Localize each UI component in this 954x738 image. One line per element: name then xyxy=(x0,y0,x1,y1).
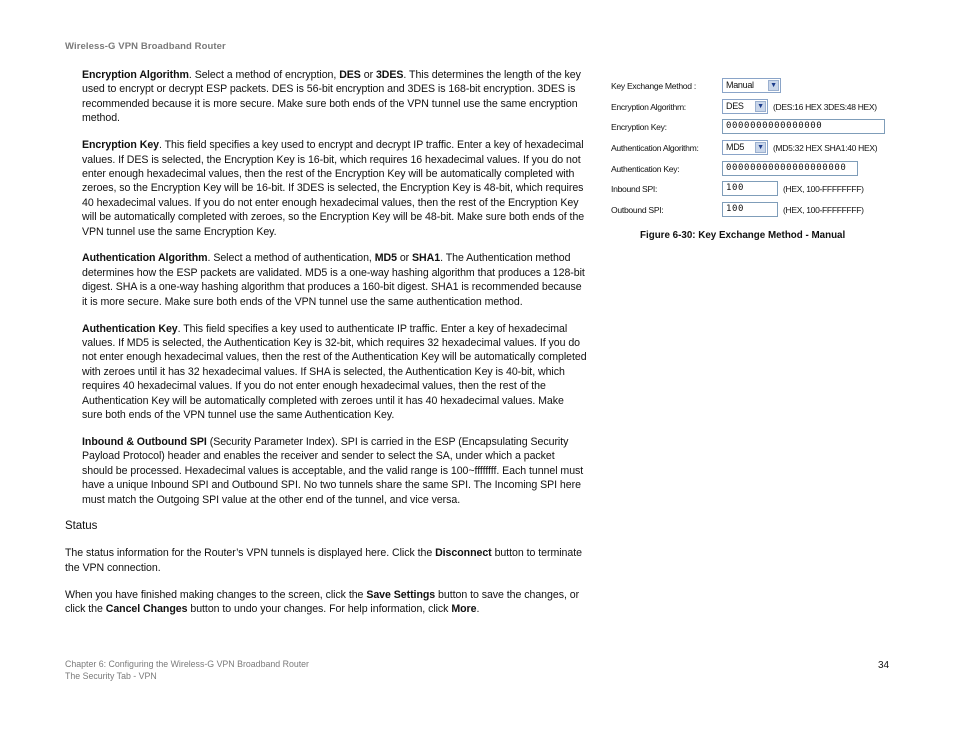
footer-chapter: Chapter 6: Configuring the Wireless-G VPN Broadband Router xyxy=(65,659,309,669)
text: . This field specifies a key used to encrypt and decrypt IP traffic. Enter a key of hexadecimal values. If DES is selected, the Encryption Key is 16-bit, which requires 16 hexadecimal values. If you do not enter enough hexadecimal values, then the rest of the Encryption Key will be automatically completed with zeroes, so the Encryption Key will be 16-bit. If 3DES is selected, the Encryption Key is 48-bit, which requires 40 hexadecimal values. If you do not enter enough hexadecimal values, then the rest of the Encryption Key will be automatically completed with zeroes, so the Encryption Key will be 48-bit. Make sure both ends of the VPN tunnel use the same Encryption Key. xyxy=(82,139,585,238)
footer-section: The Security Tab - VPN xyxy=(65,671,157,681)
label: Authentication Key: xyxy=(611,164,680,174)
bold-text: MD5 xyxy=(374,252,397,265)
term: Inbound & Outbound SPI xyxy=(82,435,207,448)
text: . Select a method of encryption, xyxy=(188,69,340,81)
select-value: DES xyxy=(726,101,744,111)
text: . This determines the length of the key used to encrypt or decrypt ESP packets. DES is 56-bit encryption and 3DES is 168-bit encryption. 3DES is recommended because it is more secure. Make sure both ends of the VPN tunnel use the same encryption method. xyxy=(82,69,581,125)
encryption-algorithm-select[interactable] xyxy=(722,99,768,114)
para-encryption-algorithm xyxy=(82,68,587,126)
term: Encryption Algorithm xyxy=(82,69,189,81)
para-encryption-key xyxy=(82,138,587,239)
bold-text: Disconnect xyxy=(435,547,492,560)
bold-text: SHA1 xyxy=(412,252,441,265)
term: Authentication Algorithm xyxy=(82,252,208,265)
hint: (HEX, 100-FFFFFFFF) xyxy=(783,184,864,194)
term: Encryption Key xyxy=(82,139,160,152)
term: Authentication Key xyxy=(82,322,178,335)
inbound-spi-input[interactable]: 100 xyxy=(722,181,778,196)
text: (Security Parameter Index). SPI is carried in the ESP (Encapsulating Security Payload Protocol) header and enables the receiver and sender to select the SA, under which a packet should be processed. Hexadecimal values is acceptable, and the valid range is 100~ffffffff. Each tunnel must have a unique Inbound SPI and Outbound SPI. No two tunnels share the same SPI. The Incoming SPI here must match the Outgoing SPI value at the other end of the tunnel, and vice versa. xyxy=(82,435,584,506)
para-spi xyxy=(82,435,587,507)
text: . Select a method of authentication, xyxy=(207,252,375,265)
text: button to undo your changes. For help information, click xyxy=(187,603,452,616)
para-status xyxy=(65,546,587,575)
text: button to save the changes, or click the xyxy=(65,588,580,616)
label: Encryption Algorithm: xyxy=(611,102,686,112)
text: . The Authentication method determines how the ESP packets are validated. MD5 is a one-way hashing algorithm that produces a 128-bit digest. SHA is a one-way hashing algorithm that produces a 160-bit digest. SHA1 is recommended because it is more secure. Make sure both ends of the VPN tunnel use the same authentication method. xyxy=(82,252,585,308)
chevron-down-icon: ▼ xyxy=(755,101,766,112)
bold-text: 3DES xyxy=(375,69,404,81)
page-number: 34 xyxy=(878,660,890,671)
label: Inbound SPI: xyxy=(611,184,658,194)
label: Outbound SPI: xyxy=(611,205,664,215)
chevron-down-icon: ▼ xyxy=(755,142,766,153)
page-footer xyxy=(65,658,309,682)
para-authentication-key xyxy=(82,322,587,423)
bold-text: DES xyxy=(339,69,361,81)
label: Encryption Key: xyxy=(611,122,667,132)
figure-caption: Figure 6-30: Key Exchange Method - Manual xyxy=(640,230,846,241)
bold-text: More xyxy=(451,603,477,616)
bold-text: Cancel Changes xyxy=(105,603,188,616)
running-header: Wireless-G VPN Broadband Router xyxy=(65,41,226,52)
label: Key Exchange Method : xyxy=(611,81,696,91)
key-exchange-select[interactable] xyxy=(722,78,781,93)
hint: (DES:16 HEX 3DES:48 HEX) xyxy=(773,102,877,112)
text: . This field specifies a key used to authenticate IP traffic. Enter a key of hexadecimal values. If MD5 is selected, the Authentication Key is 32-bit, which requires 32 hexadecimal values. If you do not enter enough hexadecimal values, then the rest of the Authentication Key will be automatically completed with zeroes until it has 32 hexadecimal values. If SHA is selected, the Authentication Key is 40-bit, which requires 40 hexadecimal values. If you do not enter enough hexadecimal values, then the rest of the Authentication Key will be automatically completed with zeroes until it has 40 hexadecimal values. Make sure both ends of the VPN tunnel use the same Authentication Key. xyxy=(82,322,587,422)
select-value: MD5 xyxy=(726,142,745,152)
body-text xyxy=(65,68,587,629)
label: Authentication Algorithm: xyxy=(611,143,699,153)
text: or xyxy=(396,252,413,265)
bold-text: Save Settings xyxy=(366,588,436,601)
status-heading: Status xyxy=(65,520,98,533)
text: button to terminate the VPN connection. xyxy=(65,547,582,574)
text: The status information for the Router’s VPN tunnels is displayed here. Click the xyxy=(65,547,436,560)
authentication-algorithm-select[interactable] xyxy=(722,140,768,155)
hint: (HEX, 100-FFFFFFFF) xyxy=(783,205,864,215)
text: or xyxy=(360,69,376,81)
para-authentication-algorithm xyxy=(82,251,587,309)
encryption-key-input[interactable]: 0000000000000000 xyxy=(722,119,885,134)
text: . xyxy=(476,603,480,616)
text: When you have finished making changes to the screen, click the xyxy=(65,588,367,601)
hint: (MD5:32 HEX SHA1:40 HEX) xyxy=(773,143,878,153)
outbound-spi-input[interactable]: 100 xyxy=(722,202,778,217)
para-finish xyxy=(65,588,587,617)
authentication-key-input[interactable]: 00000000000000000000 xyxy=(722,161,858,176)
chevron-down-icon: ▼ xyxy=(768,80,779,91)
select-value: Manual xyxy=(726,80,754,90)
